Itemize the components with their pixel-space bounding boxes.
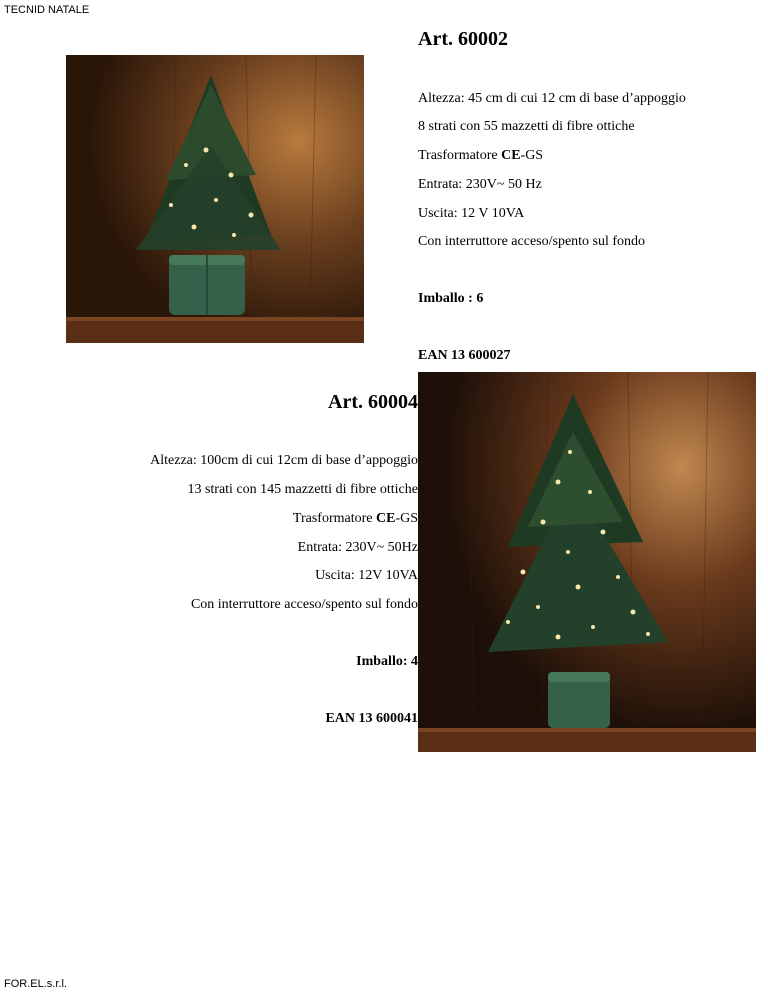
product-2-title: Art. 60004 <box>328 391 418 413</box>
product-2-layers: 13 strati con 145 mazzetti di fibre ottiche <box>187 482 418 497</box>
product-1-height: Altezza: 45 cm di cui 12 cm di base d’appoggio <box>418 91 686 106</box>
product-1-title: Art. 60002 <box>418 28 508 50</box>
product-2-transformer-label: Trasformatore <box>292 511 376 526</box>
fiber-optic-christmas-tree-photo-icon <box>66 55 364 343</box>
product-2-output: Uscita: 12V 10VA <box>315 568 418 583</box>
product-2-ean: EAN 13 600041 <box>325 711 418 726</box>
product-2-input: Entrata: 230V~ 50Hz <box>297 540 418 555</box>
product-1-output: Uscita: 12 V 10VA <box>418 206 525 221</box>
product-1-layers: 8 strati con 55 mazzetti di fibre ottiche <box>418 119 635 134</box>
footer-company: FOR.EL.s.r.l. <box>4 978 67 990</box>
ce-mark: CE <box>501 148 521 163</box>
fiber-optic-christmas-tree-photo-icon <box>418 372 756 752</box>
product-1-switch: Con interruttore acceso/spento sul fondo <box>418 234 646 249</box>
product-2-height: Altezza: 100cm di cui 12cm di base d’appoggio <box>150 453 418 468</box>
product-1-photo <box>66 55 364 343</box>
product-1-transformer <box>418 148 543 164</box>
product-1-input: Entrata: 230V~ 50 Hz <box>418 177 542 192</box>
product-2-transformer <box>293 511 418 527</box>
product-2-packaging: Imballo: 4 <box>356 654 418 669</box>
header-company: TECNID NATALE <box>4 4 90 16</box>
product-1-packaging: Imballo : 6 <box>418 291 484 306</box>
product-2-photo <box>418 372 756 752</box>
ce-mark: CE <box>375 511 396 526</box>
product-1-transformer-label: Trasformatore <box>418 148 502 163</box>
product-1-transformer-suffix: -GS <box>520 148 544 163</box>
product-2-switch: Con interruttore acceso/spento sul fondo <box>190 597 418 612</box>
product-2-transformer-suffix: -GS <box>395 511 418 526</box>
product-1-ean: EAN 13 600027 <box>418 348 511 363</box>
